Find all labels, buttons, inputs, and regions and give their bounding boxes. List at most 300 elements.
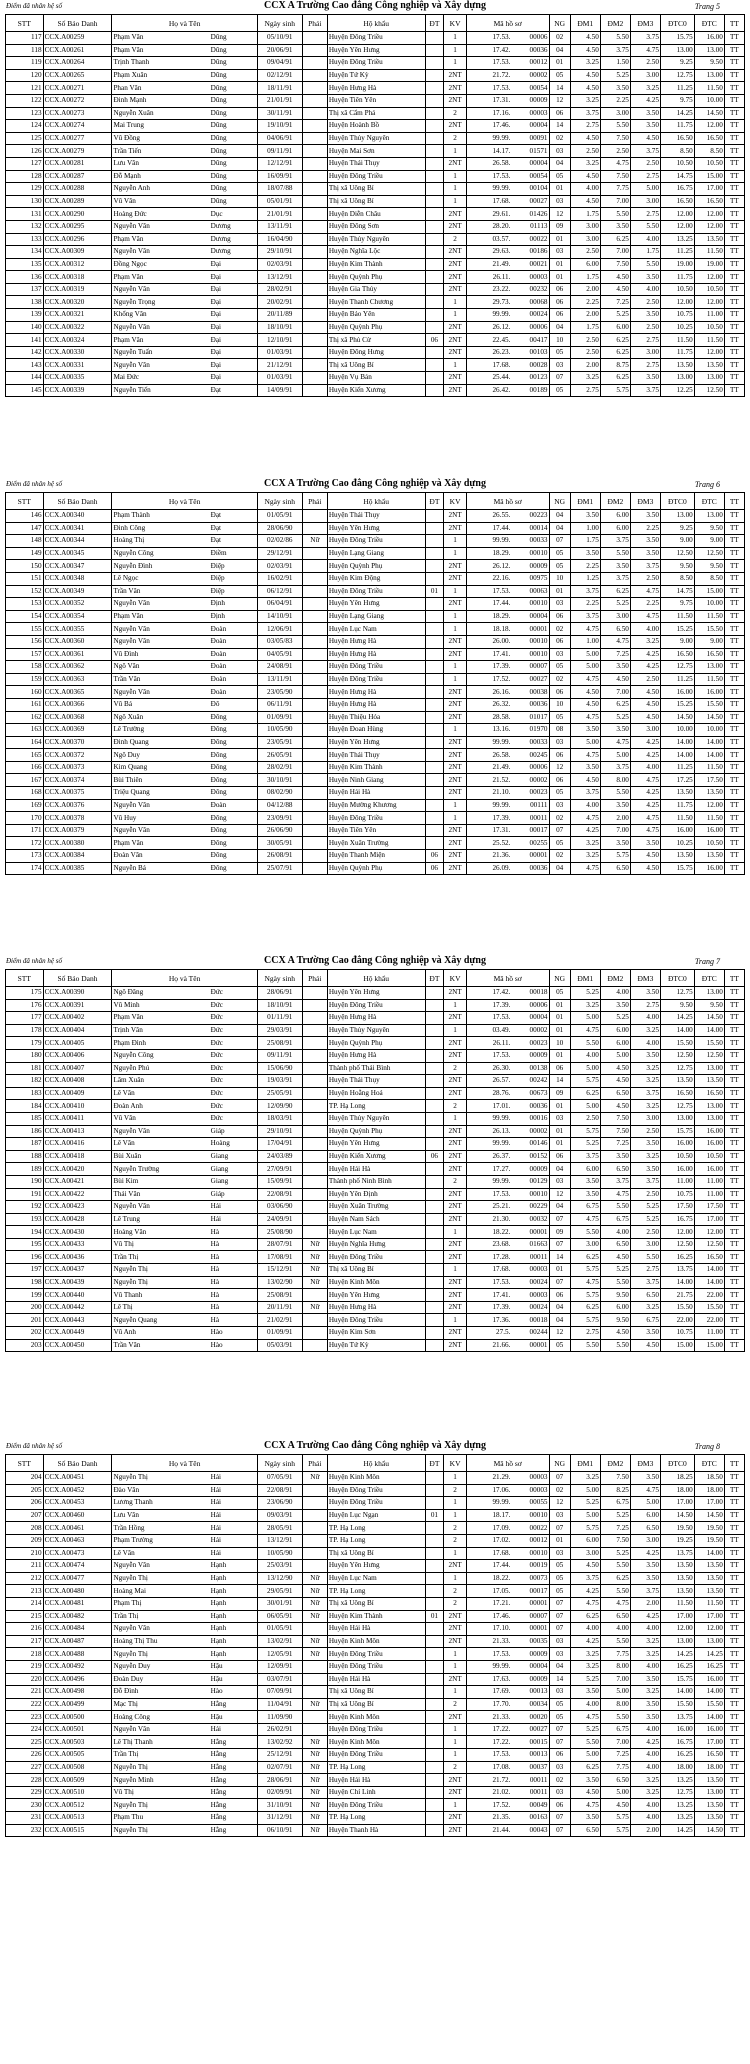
table-cell: Hào — [210, 1686, 258, 1699]
table-cell: CCX.A00265 — [43, 69, 112, 82]
table-cell: Nguyễn Thị — [112, 1472, 210, 1485]
table-cell: Đại — [210, 271, 258, 284]
table-cell: 10.00 — [694, 724, 724, 737]
table-cell: 26.16. — [466, 686, 511, 699]
score-page — [0, 0, 750, 397]
table-cell — [302, 698, 327, 711]
table-cell: 14.00 — [694, 1276, 724, 1289]
table-cell: 9.50 — [660, 560, 694, 573]
table-row — [6, 233, 745, 246]
table-cell: 00012 — [511, 57, 549, 70]
table-cell: 1 — [444, 1547, 467, 1560]
table-cell: 21.30. — [466, 1213, 511, 1226]
table-cell — [425, 183, 444, 196]
table-cell: CCX.A00322 — [43, 321, 112, 334]
table-cell: 00037 — [511, 1761, 549, 1774]
table-cell: TT — [724, 1301, 744, 1314]
table-cell: 14.00 — [660, 1276, 694, 1289]
table-cell: 99.99. — [466, 132, 511, 145]
table-cell: Hải — [210, 1472, 258, 1485]
table-cell: CCX.A00407 — [43, 1062, 112, 1075]
table-cell: 2NT — [444, 862, 467, 875]
table-cell: 1.75 — [570, 271, 600, 284]
table-cell: Trần Văn — [112, 1339, 210, 1352]
table-cell: 2NT — [444, 987, 467, 1000]
table-cell: 05 — [549, 1572, 570, 1585]
table-cell: 00013 — [511, 1686, 549, 1699]
column-header: ĐT — [425, 493, 444, 510]
table-cell: CCX.A00484 — [43, 1623, 112, 1636]
table-cell: 28/05/91 — [257, 1522, 302, 1535]
table-cell: 13/12/90 — [257, 1572, 302, 1585]
table-cell: 00103 — [511, 346, 549, 359]
table-cell: 1 — [444, 547, 467, 560]
table-cell: 4.50 — [600, 1075, 630, 1088]
table-cell: 13.00 — [694, 1635, 724, 1648]
table-cell: 01/09/91 — [257, 1327, 302, 1340]
table-cell: Phạm Đình — [112, 1037, 210, 1050]
column-header: Ngày sinh — [257, 15, 302, 32]
table-cell: 2NT — [444, 334, 467, 347]
table-cell: 00032 — [511, 1213, 549, 1226]
table-cell: 01 — [549, 271, 570, 284]
table-cell: 11.50 — [694, 82, 724, 95]
table-cell: 2NT — [444, 1201, 467, 1214]
table-cell: 06 — [549, 296, 570, 309]
table-cell: Đông — [210, 761, 258, 774]
table-cell — [425, 598, 444, 611]
table-cell: 17.00 — [694, 1736, 724, 1749]
page-number — [695, 957, 720, 966]
table-cell: 2NT — [444, 258, 467, 271]
table-cell: Huyện Hải Hà — [327, 1673, 425, 1686]
table-cell: 13.50 — [694, 1799, 724, 1812]
table-cell: Nguyễn Trường — [112, 1163, 210, 1176]
table-cell: 1 — [444, 183, 467, 196]
table-cell: 4.50 — [600, 271, 630, 284]
table-cell: 5.25 — [630, 1213, 660, 1226]
table-cell: 2NT — [444, 246, 467, 259]
table-cell: 00003 — [511, 1484, 549, 1497]
table-cell: CCX.A00378 — [43, 812, 112, 825]
table-cell: 7.00 — [600, 686, 630, 699]
table-cell: 19/03/91 — [257, 1075, 302, 1088]
table-cell: Hải — [210, 1534, 258, 1547]
table-cell — [425, 82, 444, 95]
table-cell: TT — [724, 987, 744, 1000]
table-cell: Đỗ Đình — [112, 1686, 210, 1699]
table-row — [6, 1547, 745, 1560]
table-cell: 9.50 — [694, 522, 724, 535]
table-cell: 3.25 — [630, 1024, 660, 1037]
table-cell: Hằng — [210, 1799, 258, 1812]
table-cell: 146 — [6, 510, 44, 523]
table-cell: Huyện Quỳnh Phụ — [327, 321, 425, 334]
table-cell: 13.25 — [660, 233, 694, 246]
table-cell: 202 — [6, 1327, 44, 1340]
table-cell: 00038 — [511, 686, 549, 699]
table-cell: 18.00 — [660, 1761, 694, 1774]
table-cell: 16.75 — [660, 183, 694, 196]
table-cell: 2.00 — [600, 812, 630, 825]
table-cell: 13.25 — [660, 1799, 694, 1812]
table-cell: Đông — [210, 824, 258, 837]
table-cell: 2NT — [444, 1150, 467, 1163]
table-cell: 207 — [6, 1509, 44, 1522]
table-row — [6, 837, 745, 850]
table-cell: 14.25 — [660, 107, 694, 120]
table-cell: 3.25 — [570, 850, 600, 863]
table-cell — [425, 724, 444, 737]
table-row — [6, 598, 745, 611]
table-cell: 9.50 — [694, 999, 724, 1012]
table-cell: 00022 — [511, 233, 549, 246]
table-cell: TT — [724, 309, 744, 322]
table-cell — [302, 283, 327, 296]
table-cell: 05/03/91 — [257, 1339, 302, 1352]
table-cell: Nữ — [302, 1635, 327, 1648]
table-cell: CCX.A00341 — [43, 522, 112, 535]
table-cell: 3.00 — [630, 1534, 660, 1547]
table-row — [6, 1472, 745, 1485]
table-cell: 12.50 — [694, 1238, 724, 1251]
table-cell: CCX.A00487 — [43, 1635, 112, 1648]
table-cell: 12 — [549, 1497, 570, 1510]
table-cell: TT — [724, 44, 744, 57]
table-cell: TT — [724, 572, 744, 585]
table-cell: CCX.A00348 — [43, 572, 112, 585]
table-cell: Huyện Hưng Hà — [327, 1012, 425, 1025]
table-cell: Huyện Lục Nam — [327, 623, 425, 636]
table-cell: 01970 — [511, 724, 549, 737]
table-cell: 3.25 — [570, 999, 600, 1012]
table-cell: 3.75 — [570, 1572, 600, 1585]
table-cell: 00004 — [511, 1012, 549, 1025]
table-cell: 00004 — [511, 120, 549, 133]
table-cell: Huyện Kinh Môn — [327, 1472, 425, 1485]
table-cell — [425, 1736, 444, 1749]
table-cell: 17.50 — [694, 774, 724, 787]
table-cell: 1.00 — [570, 635, 600, 648]
table-cell: Nữ — [302, 1812, 327, 1825]
table-cell — [425, 32, 444, 45]
table-cell: Hạnh — [210, 1560, 258, 1573]
table-cell — [425, 1711, 444, 1724]
table-cell: 9.50 — [600, 1314, 630, 1327]
table-cell: 12.75 — [660, 1786, 694, 1799]
table-cell: 1 — [444, 999, 467, 1012]
table-cell: 4.25 — [630, 1610, 660, 1623]
table-cell: 4.25 — [570, 1635, 600, 1648]
table-cell: 00010 — [511, 1509, 549, 1522]
table-cell: TT — [724, 535, 744, 548]
table-cell — [302, 195, 327, 208]
table-cell: 03 — [549, 1686, 570, 1699]
table-cell: Phạm Văn — [112, 837, 210, 850]
table-cell: 15.50 — [694, 1301, 724, 1314]
table-cell: 05 — [549, 1698, 570, 1711]
table-cell: 7.75 — [600, 183, 630, 196]
table-cell: 4.75 — [600, 1188, 630, 1201]
table-cell — [302, 1289, 327, 1302]
table-cell — [425, 384, 444, 397]
table-cell: 4.00 — [630, 233, 660, 246]
table-cell: 4.00 — [630, 1723, 660, 1736]
table-cell: 4.00 — [630, 1012, 660, 1025]
table-cell: 8.00 — [600, 1660, 630, 1673]
table-cell: 159 — [6, 673, 44, 686]
table-cell: 8.00 — [600, 774, 630, 787]
table-cell: 4.00 — [570, 1623, 600, 1636]
table-cell: TT — [724, 1276, 744, 1289]
table-cell: TP. Hạ Long — [327, 1585, 425, 1598]
table-cell: CCX.A00287 — [43, 170, 112, 183]
table-cell: Huyện Đông Triều — [327, 57, 425, 70]
table-cell: 01663 — [511, 1238, 549, 1251]
table-cell: 14.50 — [694, 711, 724, 724]
table-cell: Nguyễn Văn — [112, 1623, 210, 1636]
table-cell: 12.00 — [660, 220, 694, 233]
table-cell: Nguyễn Văn — [112, 799, 210, 812]
table-cell: 21/12/91 — [257, 359, 302, 372]
table-row — [6, 1226, 745, 1239]
column-header: NG — [549, 1455, 570, 1472]
table-cell: 151 — [6, 572, 44, 585]
table-cell: 29/10/91 — [257, 246, 302, 259]
table-cell: 16.50 — [694, 1087, 724, 1100]
table-cell: CCX.A00411 — [43, 1112, 112, 1125]
table-cell: 02/02/86 — [257, 535, 302, 548]
table-header-row — [6, 15, 745, 32]
table-row — [6, 1534, 745, 1547]
table-cell: 04 — [549, 522, 570, 535]
table-cell: 05 — [549, 787, 570, 800]
table-cell — [302, 359, 327, 372]
table-cell: Nguyễn Văn — [112, 623, 210, 636]
table-cell: CCX.A00352 — [43, 598, 112, 611]
table-cell: Huyện Ninh Giang — [327, 774, 425, 787]
table-cell — [425, 1024, 444, 1037]
table-cell: 00001 — [511, 1226, 549, 1239]
table-cell: 17.68. — [466, 359, 511, 372]
table-cell: 16.25 — [694, 1660, 724, 1673]
table-cell: 05 — [549, 560, 570, 573]
table-cell: 2NT — [444, 157, 467, 170]
table-cell: Nguyễn Đình — [112, 560, 210, 573]
table-cell — [425, 1037, 444, 1050]
column-header: KV — [444, 493, 467, 510]
table-cell: 4.00 — [570, 1698, 600, 1711]
table-cell: 17.53. — [466, 1188, 511, 1201]
table-cell: 2.50 — [630, 1188, 660, 1201]
table-cell: 1 — [444, 1226, 467, 1239]
column-header: ĐM1 — [570, 970, 600, 987]
table-cell: 185 — [6, 1112, 44, 1125]
table-cell — [425, 1339, 444, 1352]
table-cell: 7.25 — [600, 1749, 630, 1762]
table-cell: 16.00 — [694, 1673, 724, 1686]
table-cell: 29.63. — [466, 246, 511, 259]
table-cell: 14.00 — [694, 1547, 724, 1560]
table-cell: 03 — [549, 648, 570, 661]
table-cell: 26.13. — [466, 1125, 511, 1138]
table-cell: Đức — [210, 999, 258, 1012]
table-cell: 2.25 — [570, 296, 600, 309]
table-cell: Huyện Thanh Chương — [327, 296, 425, 309]
table-cell: 3.25 — [570, 837, 600, 850]
column-header: STT — [6, 15, 44, 32]
table-cell: 12/12/91 — [257, 157, 302, 170]
table-cell — [425, 1799, 444, 1812]
table-cell: 10.50 — [660, 157, 694, 170]
table-cell: 17.52. — [466, 1799, 511, 1812]
column-header: Họ và Tên — [112, 970, 257, 987]
table-row — [6, 1736, 745, 1749]
table-cell: TT — [724, 799, 744, 812]
table-cell: 4.50 — [600, 1327, 630, 1340]
table-cell: 03 — [549, 1648, 570, 1661]
table-cell — [425, 1786, 444, 1799]
table-cell: 17.09. — [466, 1522, 511, 1535]
table-cell: Lê Ngọc — [112, 572, 210, 585]
table-cell: 2NT — [444, 1163, 467, 1176]
table-cell: 3.50 — [630, 1163, 660, 1176]
table-cell — [425, 1660, 444, 1673]
table-row — [6, 1339, 745, 1352]
table-cell: Dũng — [210, 170, 258, 183]
column-header: KV — [444, 1455, 467, 1472]
table-cell: 04 — [549, 1301, 570, 1314]
table-cell: 2NT — [444, 69, 467, 82]
table-cell: 06/10/91 — [257, 1824, 302, 1837]
page-title: CCX A Trường Cao đẳng Công nghiệp và Xây dựng — [264, 1440, 486, 1451]
table-cell: 2.00 — [570, 309, 600, 322]
table-cell: 2NT — [444, 736, 467, 749]
table-cell: 25/08/90 — [257, 1226, 302, 1239]
table-cell: Nguyễn Thị — [112, 1648, 210, 1661]
table-cell: 17.68. — [466, 195, 511, 208]
table-cell: Đông — [210, 812, 258, 825]
table-row — [6, 258, 745, 271]
table-cell: 189 — [6, 1163, 44, 1176]
table-cell: 2NT — [444, 384, 467, 397]
table-cell: 00417 — [511, 334, 549, 347]
table-cell: 00010 — [511, 1188, 549, 1201]
table-cell: 26.12. — [466, 560, 511, 573]
table-cell: 6.25 — [570, 1761, 600, 1774]
table-cell: Hà — [210, 1301, 258, 1314]
table-cell — [302, 1623, 327, 1636]
table-cell — [425, 258, 444, 271]
table-cell: 13.75 — [660, 1264, 694, 1277]
table-cell — [302, 999, 327, 1012]
table-cell: 00010 — [511, 648, 549, 661]
table-cell — [425, 44, 444, 57]
table-cell: 2NT — [444, 774, 467, 787]
table-cell: 00043 — [511, 1824, 549, 1837]
table-cell: 28/02/91 — [257, 761, 302, 774]
table-cell: Trịnh Văn — [112, 1024, 210, 1037]
table-cell — [425, 372, 444, 385]
table-cell: 13/02/91 — [257, 1635, 302, 1648]
score-table — [5, 1454, 745, 1837]
table-cell: 00104 — [511, 183, 549, 196]
table-cell: 00068 — [511, 296, 549, 309]
table-cell: Đoàn — [210, 673, 258, 686]
table-cell: Đại — [210, 258, 258, 271]
table-row — [6, 585, 745, 598]
table-cell — [302, 1560, 327, 1573]
table-cell — [425, 812, 444, 825]
table-cell: 99.99. — [466, 799, 511, 812]
table-cell: 121 — [6, 82, 44, 95]
column-header: Phái — [302, 493, 327, 510]
table-cell: 28.76. — [466, 1087, 511, 1100]
table-cell — [302, 1201, 327, 1214]
table-cell: 00018 — [511, 1314, 549, 1327]
table-cell: 07 — [549, 1522, 570, 1535]
table-cell: 16.00 — [660, 1163, 694, 1176]
table-cell: 2NT — [444, 698, 467, 711]
table-cell: Dũng — [210, 195, 258, 208]
column-header: ĐT — [425, 15, 444, 32]
table-cell — [425, 1648, 444, 1661]
table-cell: 03 — [549, 1509, 570, 1522]
table-cell: 00028 — [511, 359, 549, 372]
column-header: NG — [549, 970, 570, 987]
table-row — [6, 1100, 745, 1113]
table-cell: 17.36. — [466, 1314, 511, 1327]
table-cell: 01 — [549, 1049, 570, 1062]
table-cell — [425, 1201, 444, 1214]
table-cell: 4.75 — [570, 1276, 600, 1289]
table-cell: 2NT — [444, 850, 467, 863]
table-cell: 18.00 — [694, 1761, 724, 1774]
column-header: ĐTC — [694, 15, 724, 32]
table-cell: 2NT — [444, 1251, 467, 1264]
table-cell: 17.52. — [466, 673, 511, 686]
table-cell: Huyện Hoành Bồ — [327, 120, 425, 133]
table-cell: 2NT — [444, 1125, 467, 1138]
table-row — [6, 1327, 745, 1340]
table-cell — [302, 787, 327, 800]
table-cell: Huyện Xuân Trường — [327, 1201, 425, 1214]
table-cell — [302, 862, 327, 875]
table-cell: 07/09/91 — [257, 1686, 302, 1699]
table-cell: 17.22. — [466, 1736, 511, 1749]
table-cell: 4.50 — [600, 1799, 630, 1812]
table-cell: Hạnh — [210, 1597, 258, 1610]
table-cell: Giang — [210, 1150, 258, 1163]
table-cell: 00001 — [511, 850, 549, 863]
table-cell: TT — [724, 1534, 744, 1547]
table-cell: Huyện Đông Triều — [327, 999, 425, 1012]
table-cell: 205 — [6, 1484, 44, 1497]
table-cell: Thị xã Uông Bí — [327, 1686, 425, 1699]
table-cell: 5.25 — [600, 598, 630, 611]
table-cell: CCX.A00379 — [43, 824, 112, 837]
table-cell: 04/12/88 — [257, 799, 302, 812]
table-cell: Nữ — [302, 1276, 327, 1289]
table-row — [6, 1251, 745, 1264]
table-cell: 12.75 — [660, 661, 694, 674]
table-cell: 06 — [549, 610, 570, 623]
table-cell: 3.25 — [630, 1635, 660, 1648]
table-cell: 2NT — [444, 1786, 467, 1799]
table-row — [6, 145, 745, 158]
table-cell — [302, 44, 327, 57]
table-cell: 17.10. — [466, 1623, 511, 1636]
